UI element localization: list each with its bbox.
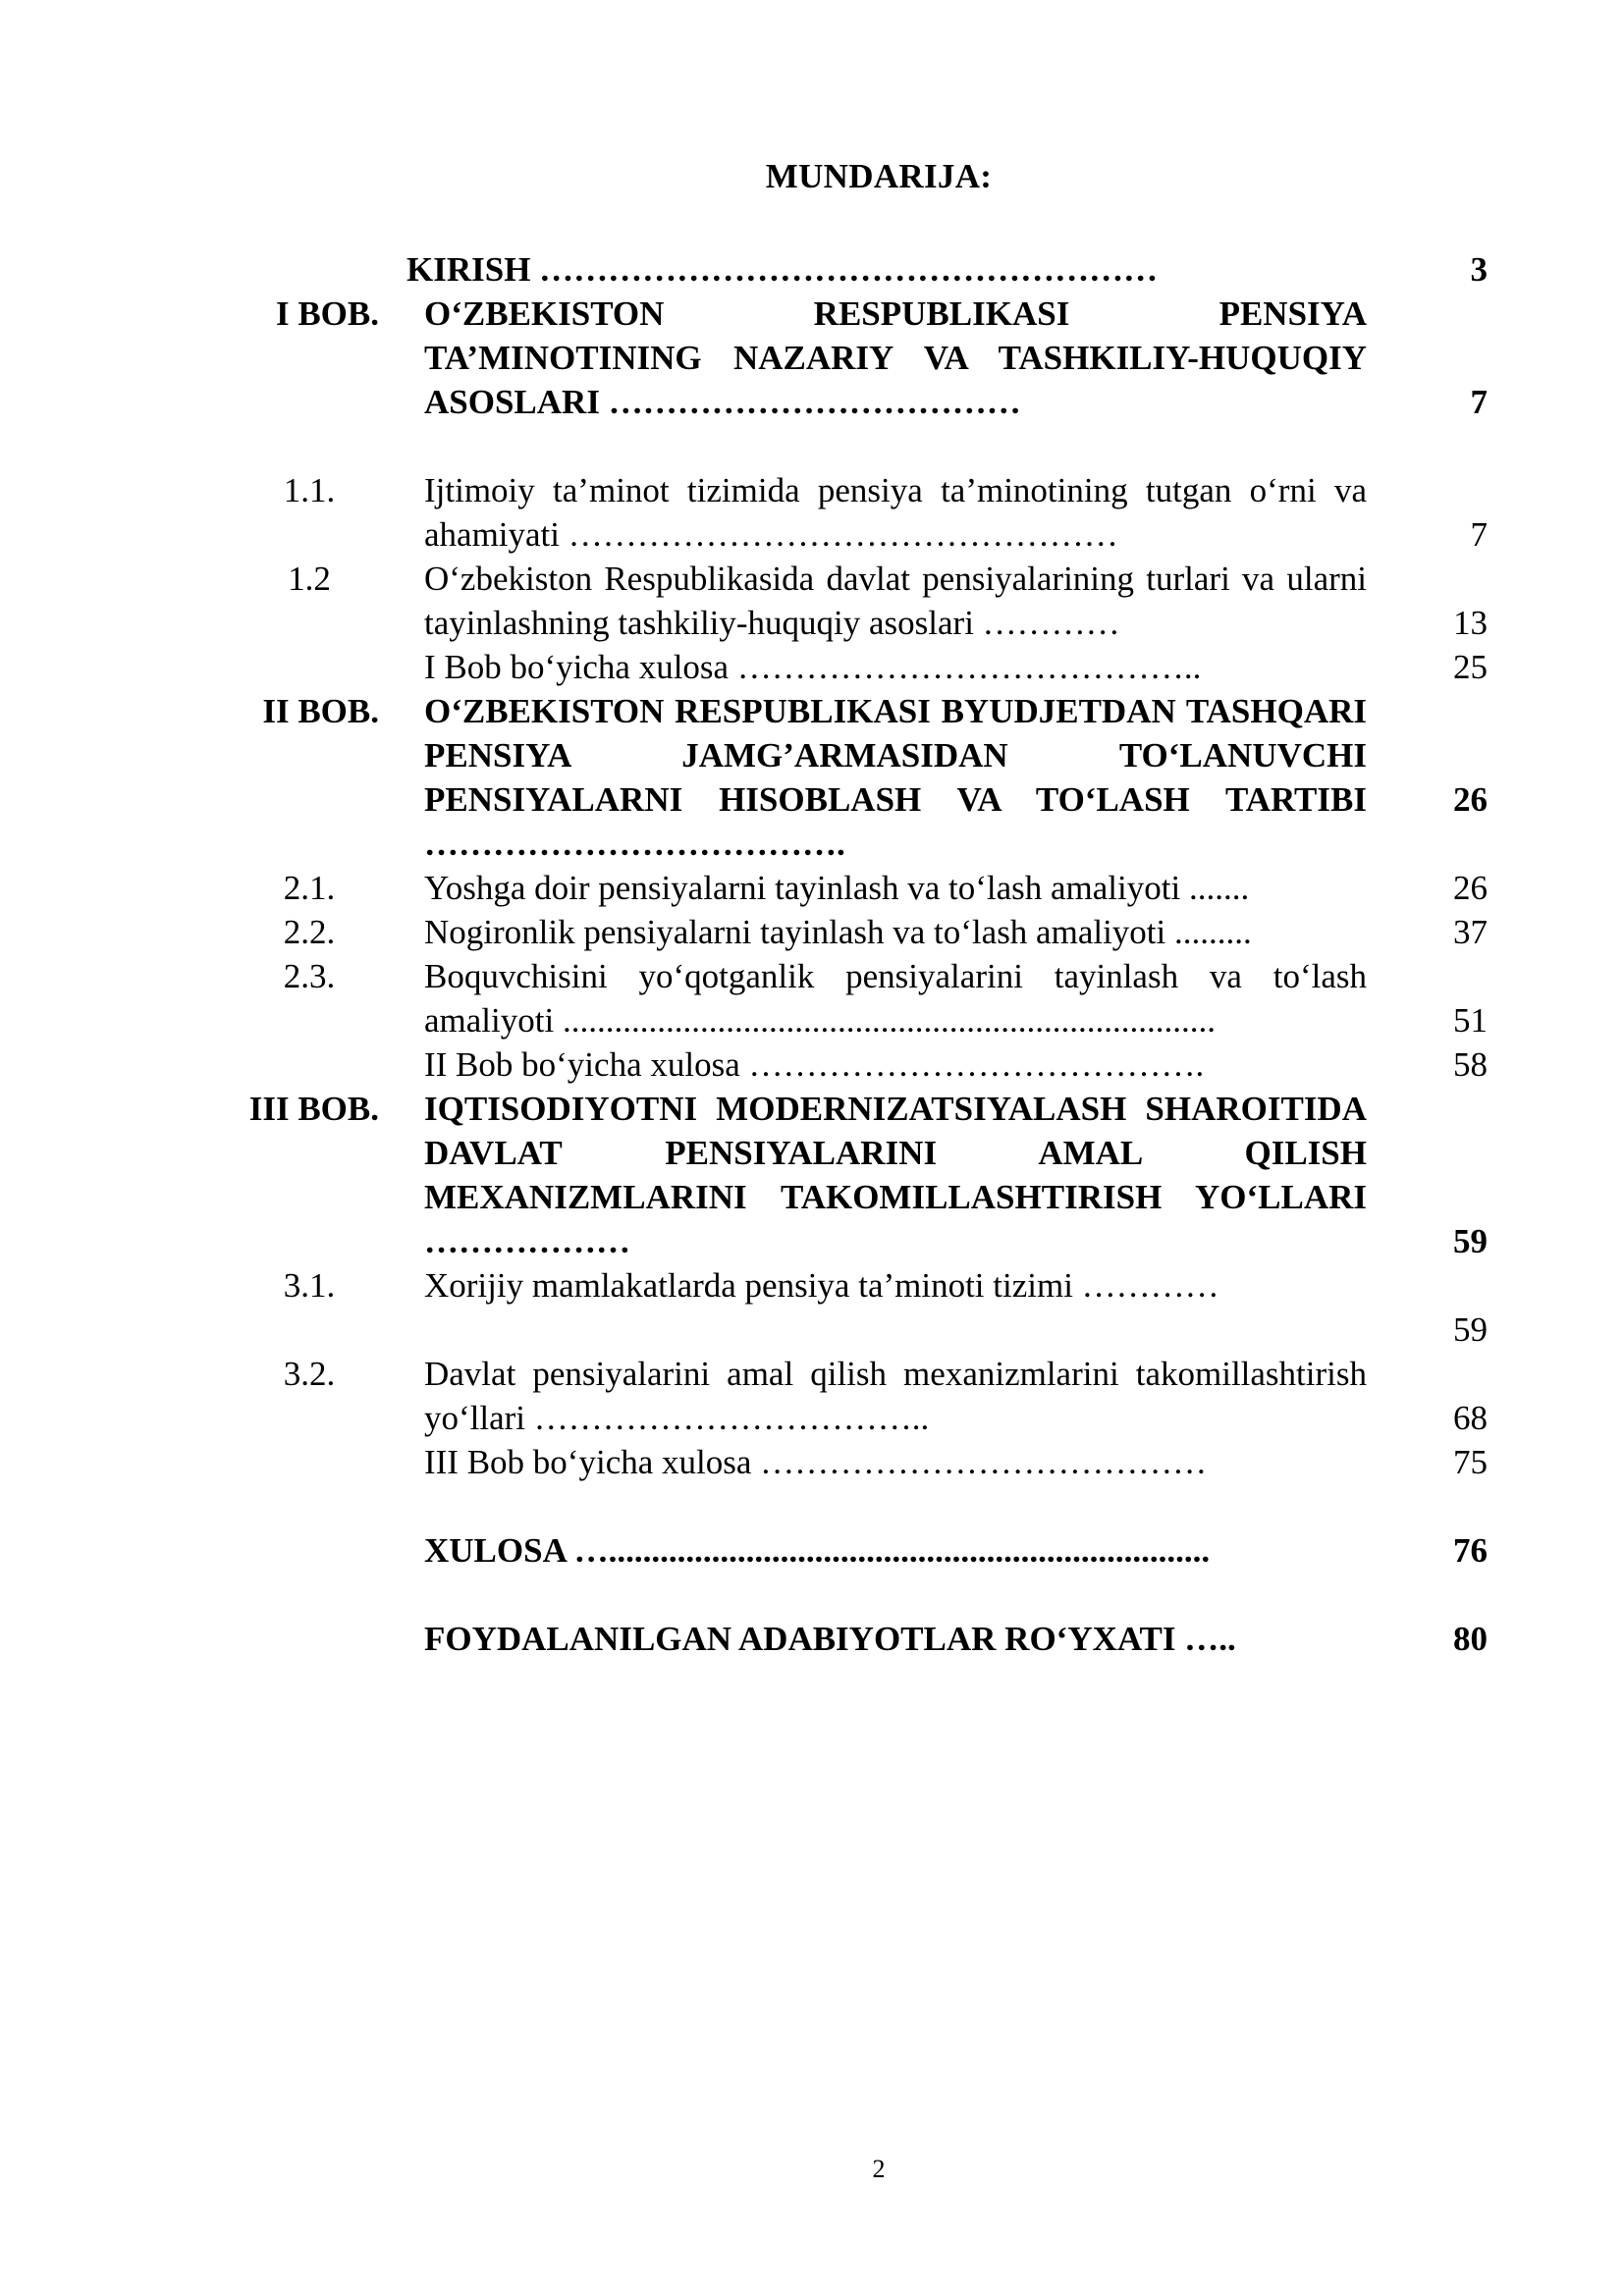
toc-entry-text: II Bob bo‘yicha xulosa ………………………………….: [424, 1045, 1205, 1084]
toc-entry-page: 80: [1453, 1620, 1488, 1658]
toc-entry-chapter-1: [0, 292, 1624, 424]
toc-entry-number: II BOB.: [262, 692, 379, 730]
toc-entry-text: KIRISH ………………………………………………: [406, 250, 1159, 289]
toc-entry-3-2: [0, 1352, 1624, 1440]
toc-entry-number: III BOB.: [248, 1090, 379, 1128]
toc-entry-page: 13: [1453, 604, 1488, 642]
toc-entry-1-2: [0, 557, 1624, 645]
toc-entry-text: FOYDALANILGAN ADABIYOTLAR RO‘YXATI …..: [424, 1620, 1236, 1658]
toc-entry-number: 1.1.: [283, 471, 336, 509]
toc-entry-page: 51: [1453, 1001, 1488, 1040]
toc-entry-text: Ijtimoiy ta’minot tizimida pensiya ta’minotining tutgan o‘rni va ahamiyati …………………………………………: [424, 471, 1367, 554]
spacer: [0, 1573, 1624, 1617]
toc-entry-text: Nogironlik pensiyalarni tayinlash va to‘lash amaliyoti .........: [424, 913, 1252, 951]
toc-entry-chapter-1-summary: [0, 645, 1624, 689]
toc-entry-page: 68: [1453, 1399, 1488, 1437]
toc-entry-text: Xorijiy mamlakatlarda pensiya ta’minoti tizimi …………: [424, 1266, 1219, 1305]
toc-entry-chapter-3-summary: [0, 1440, 1624, 1484]
toc-entry-chapter-2: [0, 689, 1624, 866]
toc-entry-text: Yoshga doir pensiyalarni tayinlash va to‘lash amaliyoti .......: [424, 869, 1250, 907]
spacer: [0, 1484, 1624, 1528]
toc-entry-text: O‘ZBEKISTON RESPUBLIKASI BYUDJETDAN TASHQARI PENSIYA JAMG’ARMASIDAN TO‘LANUVCHI PENSIYALARNI HISOBLASH VA TO‘LASH TARTIBI ……………………………….: [424, 692, 1367, 863]
toc-entry-number: 3.1.: [283, 1266, 336, 1305]
toc-entry-chapter-2-summary: [0, 1042, 1624, 1087]
toc-entry-page: 75: [1453, 1443, 1488, 1481]
toc-entry-page: 3: [1470, 250, 1488, 289]
toc-entry-text: Boquvchisini yo‘qotganlik pensiyalarini tayinlash va to‘lash amaliyoti ............................................................................: [424, 957, 1367, 1040]
toc-entry-1-1: [0, 468, 1624, 557]
table-of-contents: [0, 247, 1624, 1661]
toc-entry-number: 3.2.: [283, 1355, 336, 1393]
toc-entry-text: I Bob bo‘yicha xulosa …………………………………..: [424, 648, 1202, 686]
page-number: 2: [872, 2155, 886, 2183]
toc-entry-text: Davlat pensiyalarini amal qilish mexanizmlarini takomillashtirish yo‘llari ……………………………..: [424, 1355, 1367, 1437]
toc-entry-page: 7: [1470, 515, 1488, 554]
toc-entry-number: I BOB.: [275, 294, 379, 333]
toc-entry-conclusion: [0, 1528, 1624, 1573]
toc-entry-number: 2.1.: [283, 869, 336, 907]
toc-entry-2-2: [0, 910, 1624, 954]
toc-entry-number: 1.2: [288, 560, 331, 598]
toc-entry-text: IQTISODIYOTNI MODERNIZATSIYALASH SHAROITIDA DAVLAT PENSIYALARINI AMAL QILISH MEXANIZMLARINI TAKOMILLASHTIRISH YO‘LLARI ………………: [424, 1090, 1367, 1260]
toc-entry-bibliography: [0, 1617, 1624, 1661]
toc-entry-page: 76: [1453, 1531, 1488, 1570]
toc-entry-3-1: [0, 1263, 1624, 1352]
spacer: [0, 424, 1624, 468]
toc-entry-page: 26: [1453, 869, 1488, 907]
toc-entry-page: 59: [1453, 1310, 1488, 1349]
toc-entry-page: 25: [1453, 648, 1488, 686]
toc-title: MUNDARIJA:: [765, 157, 993, 195]
toc-entry-page: 59: [1453, 1222, 1488, 1260]
toc-entry-number: 2.2.: [283, 913, 336, 951]
toc-entry-text: O‘ZBEKISTON RESPUBLIKASI PENSIYA TA’MINOTINING NAZARIY VA TASHKILIY-HUQUQIY ASOSLARI ………………………………: [424, 294, 1367, 421]
toc-entry-2-1: [0, 866, 1624, 910]
toc-entry-page: 37: [1453, 913, 1488, 951]
toc-entry-chapter-3: [0, 1087, 1624, 1263]
toc-entry-kirish: [0, 247, 1624, 292]
toc-entry-2-3: [0, 954, 1624, 1042]
toc-entry-text: O‘zbekiston Respublikasida davlat pensiyalarining turlari va ularni tayinlashning tashkiliy-huquqiy asoslari …………: [424, 560, 1367, 642]
toc-entry-number: 2.3.: [283, 957, 336, 995]
toc-entry-text: XULOSA …......................................................................: [424, 1531, 1211, 1570]
toc-entry-page: 26: [1453, 780, 1488, 819]
toc-entry-text: III Bob bo‘yicha xulosa …………………………………: [424, 1443, 1208, 1481]
toc-entry-page: 7: [1470, 383, 1488, 421]
toc-entry-page: 58: [1453, 1045, 1488, 1084]
